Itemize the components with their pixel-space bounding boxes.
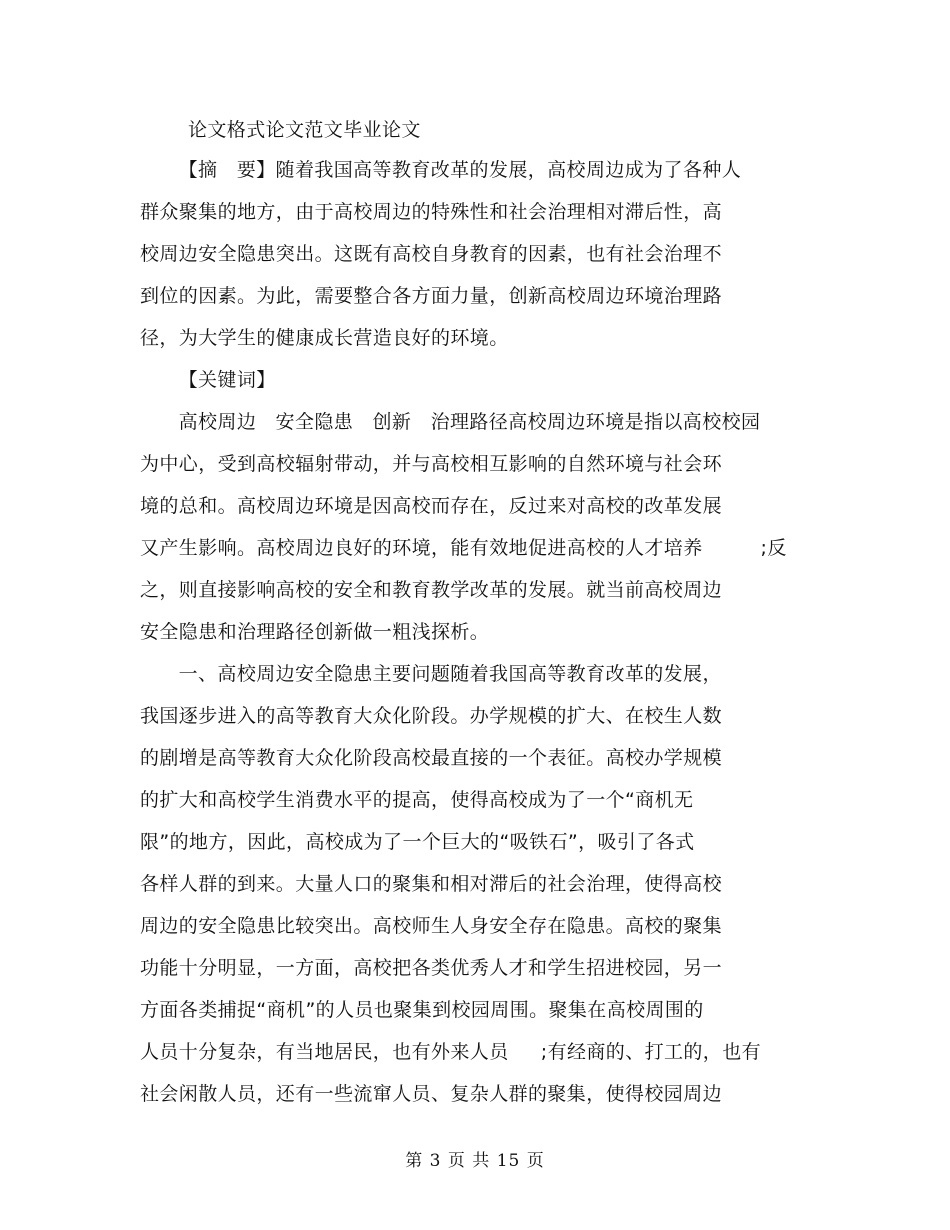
document-title: 论文格式论文范文毕业论文 xyxy=(188,119,421,141)
body-line: 为中心，受到高校辐射带动，并与高校相互影响的自然环境与社会环 xyxy=(140,453,723,475)
body-line: 又产生影响。高校周边良好的环境，能有效地促进高校的人才培养 ;反 xyxy=(140,537,787,559)
body-line: 人员十分复杂，有当地居民，也有外来人员 ;有经商的、打工的，也有 xyxy=(140,1041,762,1063)
body-line: 方面各类捕捉“商机”的人员也聚集到校园周围。聚集在高校周围的 xyxy=(140,999,704,1021)
body-line: 的扩大和高校学生消费水平的提高，使得高校成为了一个“商机无 xyxy=(140,789,694,811)
body-line: 我国逐步进入的高等教育大众化阶段。办学规模的扩大、在校生人数 xyxy=(140,705,723,727)
body-line: 社会闲散人员，还有一些流窜人员、复杂人群的聚集，使得校园周边 xyxy=(140,1083,723,1105)
body-line: 安全隐患和治理路径创新做一粗浅探析。 xyxy=(140,621,490,643)
body-line: 到位的因素。为此，需要整合各方面力量，创新高校周边环境治理路 xyxy=(140,285,723,307)
body-line: 各样人群的到来。大量人口的聚集和相对滞后的社会治理，使得高校 xyxy=(140,873,723,895)
body-line: 群众聚集的地方，由于高校周边的特殊性和社会治理相对滞后性，高 xyxy=(140,201,723,223)
keywords-heading: 【关键词】 xyxy=(140,369,276,391)
body-line: 限”的地方，因此，高校成为了一个巨大的“吸铁石”，吸引了各式 xyxy=(140,831,695,853)
body-line: 高校周边 安全隐患 创新 治理路径高校周边环境是指以高校校园 xyxy=(140,411,761,433)
section-heading-line: 一、高校周边安全隐患主要问题随着我国高等教育改革的发展， xyxy=(140,663,722,685)
body-line: 周边的安全隐患比较突出。高校师生人身安全存在隐患。高校的聚集 xyxy=(140,915,723,937)
body-line: 校周边安全隐患突出。这既有高校自身教育的因素，也有社会治理不 xyxy=(140,243,723,265)
body-line: 【摘 要】随着我国高等教育改革的发展，高校周边成为了各种人 xyxy=(140,159,742,181)
page-number-footer: 第 3 页 共 15 页 xyxy=(405,1151,545,1171)
body-line: 境的总和。高校周边环境是因高校而存在，反过来对高校的改革发展 xyxy=(140,495,723,517)
body-line: 之，则直接影响高校的安全和教育教学改革的发展。就当前高校周边 xyxy=(140,579,723,601)
body-line: 的剧增是高等教育大众化阶段高校最直接的一个表征。高校办学规模 xyxy=(140,747,723,769)
body-line: 径，为大学生的健康成长营造良好的环境。 xyxy=(140,327,509,349)
body-line: 功能十分明显，一方面，高校把各类优秀人才和学生招进校园，另一 xyxy=(140,957,723,979)
